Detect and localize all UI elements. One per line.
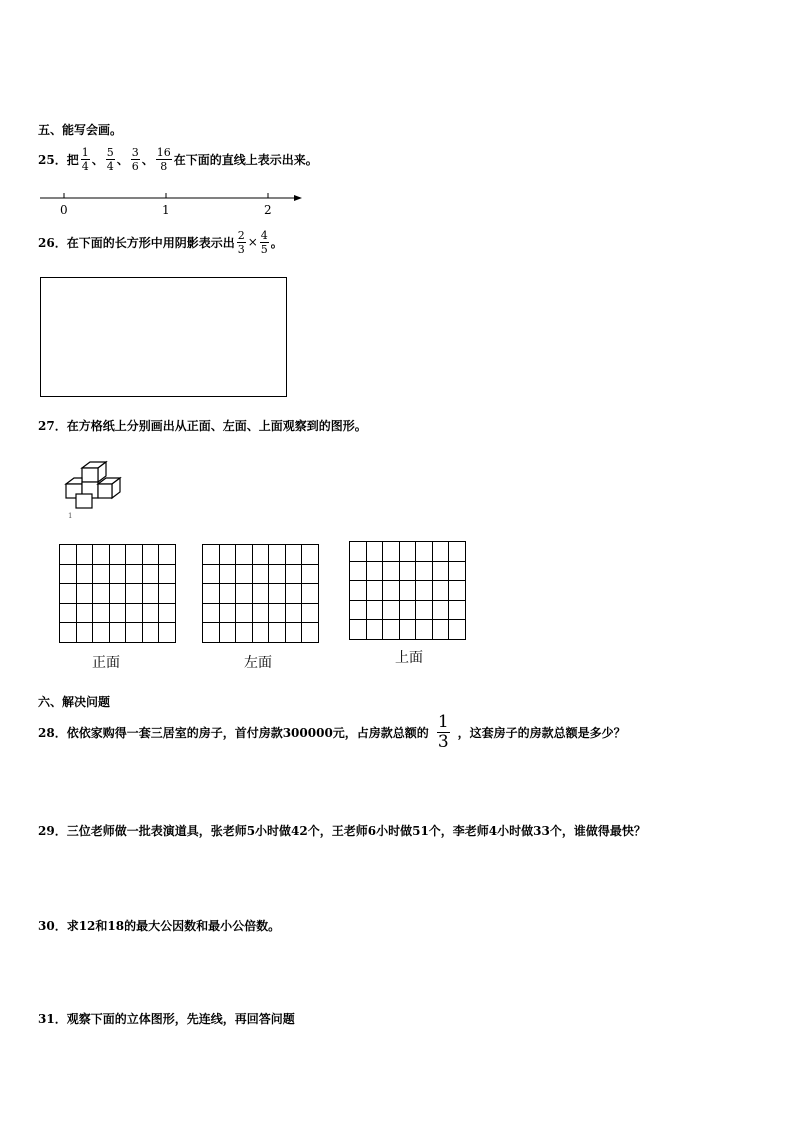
grid-cell[interactable] xyxy=(252,584,269,604)
grid-cell[interactable] xyxy=(60,545,77,565)
grid-front[interactable] xyxy=(59,544,176,643)
grid-cell[interactable] xyxy=(126,603,143,623)
grid-cell[interactable] xyxy=(60,584,77,604)
grid-cell[interactable] xyxy=(449,561,466,581)
grid-cell[interactable] xyxy=(269,564,286,584)
grid-cell[interactable] xyxy=(285,545,302,565)
grid-cell[interactable] xyxy=(350,600,367,620)
grid-cell[interactable] xyxy=(366,600,383,620)
grid-cell[interactable] xyxy=(236,584,253,604)
q28-suffix: ，这套房子的房款总额是多少？ xyxy=(457,725,626,740)
grid-cell[interactable] xyxy=(203,623,220,643)
separator: 、 xyxy=(141,152,154,167)
grid-cell[interactable] xyxy=(60,603,77,623)
q25-prefix: 25．把 xyxy=(38,152,79,167)
label-front-view: 正面 xyxy=(92,655,120,671)
cube-stack-figure xyxy=(54,460,126,520)
grid-cell[interactable] xyxy=(142,545,159,565)
q26-prefix: 26．在下面的长方形中用阴影表示出 xyxy=(38,235,235,250)
grid-cell[interactable] xyxy=(399,620,416,640)
grid-cell[interactable] xyxy=(269,623,286,643)
q26-suffix: 。 xyxy=(270,235,283,250)
grid-cell[interactable] xyxy=(449,581,466,601)
grid-cell[interactable] xyxy=(432,600,449,620)
grid-cell[interactable] xyxy=(93,545,110,565)
fraction-16-8: $\frac{16}{8}$ xyxy=(156,145,171,173)
grid-cell[interactable] xyxy=(203,564,220,584)
grid-cell[interactable] xyxy=(366,561,383,581)
grid-cell[interactable] xyxy=(432,542,449,562)
grid-cell[interactable] xyxy=(302,603,319,623)
grid-cell[interactable] xyxy=(236,603,253,623)
grid-cell[interactable] xyxy=(142,603,159,623)
grid-cell[interactable] xyxy=(76,564,93,584)
grid-cell[interactable] xyxy=(285,584,302,604)
grid-cell[interactable] xyxy=(269,545,286,565)
grid-cell[interactable] xyxy=(302,545,319,565)
grid-cell[interactable] xyxy=(159,545,176,565)
grid-cell[interactable] xyxy=(76,623,93,643)
grid-cell[interactable] xyxy=(126,545,143,565)
answer-rectangle[interactable] xyxy=(40,277,287,397)
section-title-five: 五、能写会画。 xyxy=(38,123,123,137)
grid-cell[interactable] xyxy=(350,581,367,601)
grid-cell[interactable] xyxy=(219,623,236,643)
grid-cell[interactable] xyxy=(109,545,126,565)
grid-cell[interactable] xyxy=(76,584,93,604)
grid-cell[interactable] xyxy=(285,623,302,643)
grid-cell[interactable] xyxy=(366,620,383,640)
grid-cell[interactable] xyxy=(383,542,400,562)
grid-cell[interactable] xyxy=(399,600,416,620)
grid-cell[interactable] xyxy=(142,584,159,604)
fraction-3-6: $\frac{3}{6}$ xyxy=(131,145,139,173)
grid-cell[interactable] xyxy=(93,564,110,584)
question-29: 29．三位老师做一批表演道具，张老师5小时做42个，王老师6小时做51个，李老师4小时做33个，谁做得最快？ xyxy=(38,824,646,838)
tick-label-2: 2 xyxy=(264,203,272,217)
grid-cell[interactable] xyxy=(252,545,269,565)
grid-cell[interactable] xyxy=(60,623,77,643)
grid-cell[interactable] xyxy=(399,561,416,581)
grid-cell[interactable] xyxy=(76,545,93,565)
fraction-2-3: $\frac{2}{3}$ xyxy=(237,228,245,256)
arrow-right-icon xyxy=(294,195,302,201)
grid-cell[interactable] xyxy=(109,564,126,584)
grid-cell[interactable] xyxy=(109,603,126,623)
grid-cell[interactable] xyxy=(142,564,159,584)
grid-cell[interactable] xyxy=(383,581,400,601)
grid-cell[interactable] xyxy=(203,603,220,623)
grid-cell[interactable] xyxy=(219,564,236,584)
grid-cell[interactable] xyxy=(76,603,93,623)
grid-cell[interactable] xyxy=(236,564,253,584)
grid-cell[interactable] xyxy=(159,623,176,643)
grid-cell[interactable] xyxy=(302,584,319,604)
grid-cell[interactable] xyxy=(269,584,286,604)
grid-cell[interactable] xyxy=(126,564,143,584)
separator: 、 xyxy=(116,152,129,167)
tick-label-0: 0 xyxy=(60,203,68,217)
fraction-5-4: $\frac{5}{4}$ xyxy=(106,145,114,173)
grid-cell[interactable] xyxy=(203,584,220,604)
grid-cell[interactable] xyxy=(159,603,176,623)
label-left-view: 左面 xyxy=(244,655,272,671)
grid-cell[interactable] xyxy=(399,542,416,562)
question-28 xyxy=(38,712,626,752)
grid-cell[interactable] xyxy=(285,603,302,623)
separator: 、 xyxy=(91,152,104,167)
grid-cell[interactable] xyxy=(366,542,383,562)
grid-cell[interactable] xyxy=(416,620,433,640)
grid-cell[interactable] xyxy=(109,584,126,604)
grid-left[interactable] xyxy=(202,544,319,643)
grid-cell[interactable] xyxy=(60,564,77,584)
grid-cell[interactable] xyxy=(285,564,302,584)
grid-cell[interactable] xyxy=(252,603,269,623)
grid-cell[interactable] xyxy=(219,603,236,623)
grid-cell[interactable] xyxy=(236,623,253,643)
grid-cell[interactable] xyxy=(219,545,236,565)
grid-cell[interactable] xyxy=(416,542,433,562)
grid-cell[interactable] xyxy=(449,600,466,620)
q28-prefix: 28．依依家购得一套三居室的房子，首付房款300000元，占房款总额的 xyxy=(38,725,429,740)
grid-cell[interactable] xyxy=(126,623,143,643)
grid-cell[interactable] xyxy=(432,561,449,581)
fraction-1-3: $\frac{1}{3}$ xyxy=(437,711,449,752)
grid-cell[interactable] xyxy=(350,620,367,640)
grid-cell[interactable] xyxy=(236,545,253,565)
grid-cell[interactable] xyxy=(416,581,433,601)
grid-cell[interactable] xyxy=(269,603,286,623)
fraction-4-5: $\frac{4}{5}$ xyxy=(260,228,268,256)
question-31: 31．观察下面的立体图形，先连线，再回答问题 xyxy=(38,1012,295,1026)
grid-cell[interactable] xyxy=(399,581,416,601)
grid-cell[interactable] xyxy=(126,584,143,604)
question-30: 30．求12和18的最大公因数和最小公倍数。 xyxy=(38,919,281,933)
grid-cell[interactable] xyxy=(302,564,319,584)
grid-cell[interactable] xyxy=(109,623,126,643)
grid-cell[interactable] xyxy=(93,623,110,643)
grid-cell[interactable] xyxy=(252,564,269,584)
grid-cell[interactable] xyxy=(449,542,466,562)
grid-cell[interactable] xyxy=(219,584,236,604)
question-27: 27．在方格纸上分别画出从正面、左面、上面观察到的图形。 xyxy=(38,419,367,433)
grid-cell[interactable] xyxy=(350,561,367,581)
svg-text:1: 1 xyxy=(68,512,73,520)
grid-cell[interactable] xyxy=(93,584,110,604)
fraction-1-4: $\frac{1}{4}$ xyxy=(81,145,89,173)
grid-cell[interactable] xyxy=(383,620,400,640)
grid-cell[interactable] xyxy=(366,581,383,601)
number-line xyxy=(36,188,306,202)
section-title-six: 六、解决问题 xyxy=(38,695,111,709)
grid-cell[interactable] xyxy=(432,620,449,640)
grid-cell[interactable] xyxy=(302,623,319,643)
grid-cell[interactable] xyxy=(416,600,433,620)
grid-cell[interactable] xyxy=(142,623,159,643)
grid-cell[interactable] xyxy=(159,584,176,604)
times-sign: × xyxy=(247,235,258,249)
grid-cell[interactable] xyxy=(432,581,449,601)
question-26 xyxy=(38,222,283,262)
grid-cell[interactable] xyxy=(252,623,269,643)
grid-cell[interactable] xyxy=(449,620,466,640)
grid-cell[interactable] xyxy=(203,545,220,565)
question-25 xyxy=(38,140,318,178)
label-top-view: 上面 xyxy=(395,650,423,666)
q25-suffix: 在下面的直线上表示出来。 xyxy=(173,152,318,167)
grid-cell[interactable] xyxy=(383,561,400,581)
grid-cell[interactable] xyxy=(416,561,433,581)
grid-cell[interactable] xyxy=(93,603,110,623)
grid-cell[interactable] xyxy=(159,564,176,584)
grid-cell[interactable] xyxy=(350,542,367,562)
grid-top[interactable] xyxy=(349,541,466,640)
tick-label-1: 1 xyxy=(162,203,170,217)
grid-cell[interactable] xyxy=(383,600,400,620)
